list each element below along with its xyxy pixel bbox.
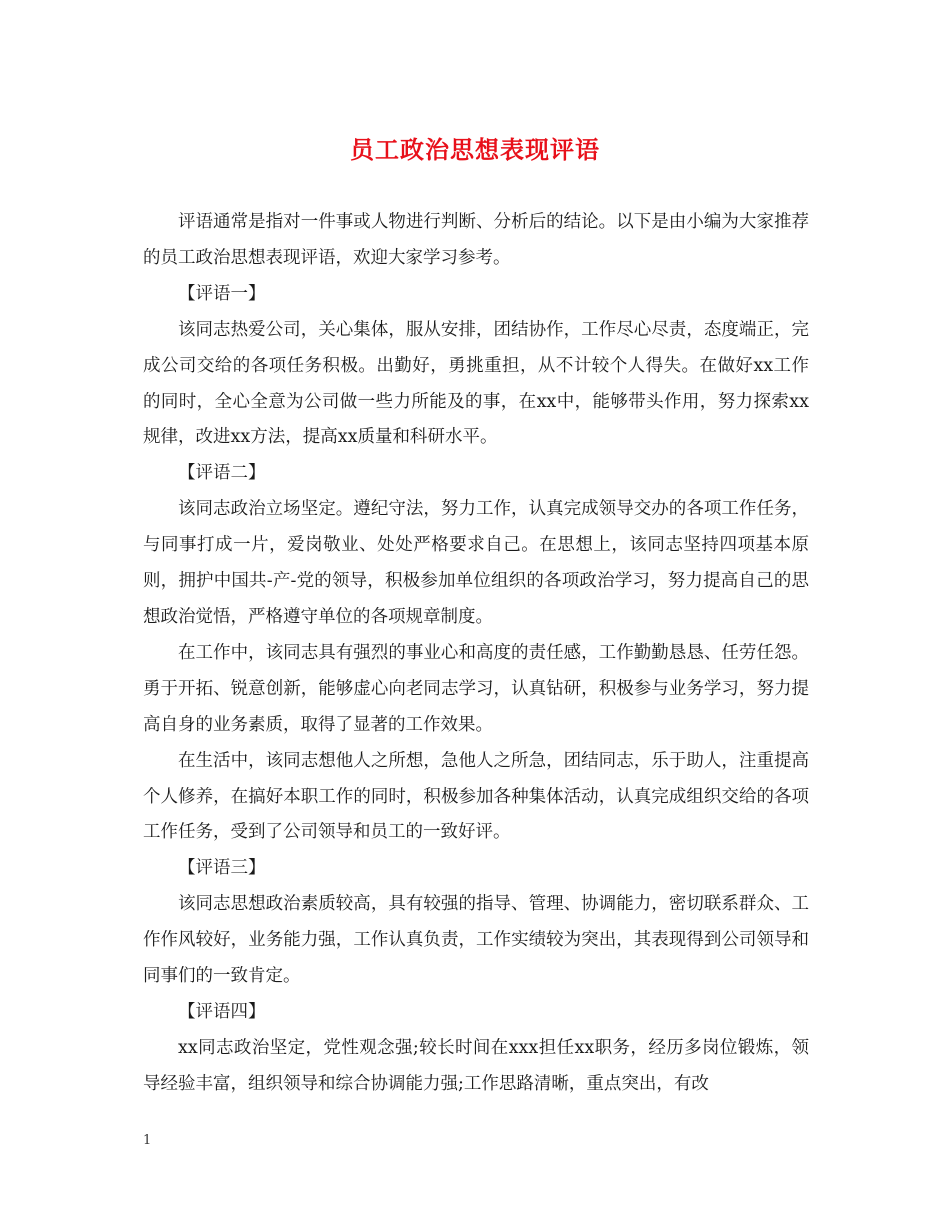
comment-2-paragraph-2: 在工作中，该同志具有强烈的事业心和高度的责任感，工作勤勤恳恳、任劳任怨。勇于开拓、锐意创新，能够虚心向老同志学习，认真钻研，积极参与业务学习，努力提高自身的业务素质，取得了显著的工作效果。 — [143, 642, 809, 735]
intro-paragraph: 评语通常是指对一件事或人物进行判断、分析后的结论。以下是由小编为大家推荐的员工政治思想表现评语，欢迎大家学习参考。 — [143, 212, 809, 268]
page-number: 1 — [143, 1133, 152, 1148]
document-body — [143, 205, 809, 1103]
comment-1-paragraph: 该同志热爱公司，关心集体，服从安排，团结协作，工作尽心尽责，态度端正，完成公司交给的各项任务积极。出勤好，勇挑重担，从不计较个人得失。在做好xx工作的同时，全心全意为公司做一些力所能及的事，在xx中，能够带头作用，努力探索xx规律，改进xx方法，提高xx质量和科研水平。 — [143, 319, 809, 448]
comment-3-paragraph: 该同志思想政治素质较高，具有较强的指导、管理、协调能力，密切联系群众、工作作风较好，业务能力强，工作认真负责，工作实绩较为突出，其表现得到公司领导和同事们的一致肯定。 — [143, 894, 809, 987]
section-heading-3: 【评语三】 — [178, 858, 266, 879]
comment-4-paragraph: xx同志政治坚定，党性观念强;较长时间在xxx担任xx职务，经历多岗位锻炼，领导经验丰富，组织领导和综合协调能力强;工作思路清晰，重点突出，有改 — [143, 1037, 809, 1094]
document-title: 员工政治思想表现评语 — [350, 135, 600, 164]
section-heading-1: 【评语一】 — [178, 283, 266, 304]
comment-2-paragraph-1: 该同志政治立场坚定。遵纪守法，努力工作，认真完成领导交办的各项工作任务，与同事打成一片，爱岗敬业、处处严格要求自己。在思想上，该同志坚持四项基本原则，拥护中国共-产-党的领导，积极参加单位组织的各项政治学习，努力提高自己的思想政治觉悟，严格遵守单位的各项规章制度。 — [143, 499, 809, 627]
section-heading-2: 【评语二】 — [178, 463, 266, 484]
comment-2-paragraph-3: 在生活中，该同志想他人之所想，急他人之所急，团结同志，乐于助人，注重提高个人修养，在搞好本职工作的同时，积极参加各种集体活动，认真完成组织交给的各项工作任务，受到了公司领导和员工的一致好评。 — [143, 750, 809, 843]
section-heading-4: 【评语四】 — [178, 1001, 266, 1022]
